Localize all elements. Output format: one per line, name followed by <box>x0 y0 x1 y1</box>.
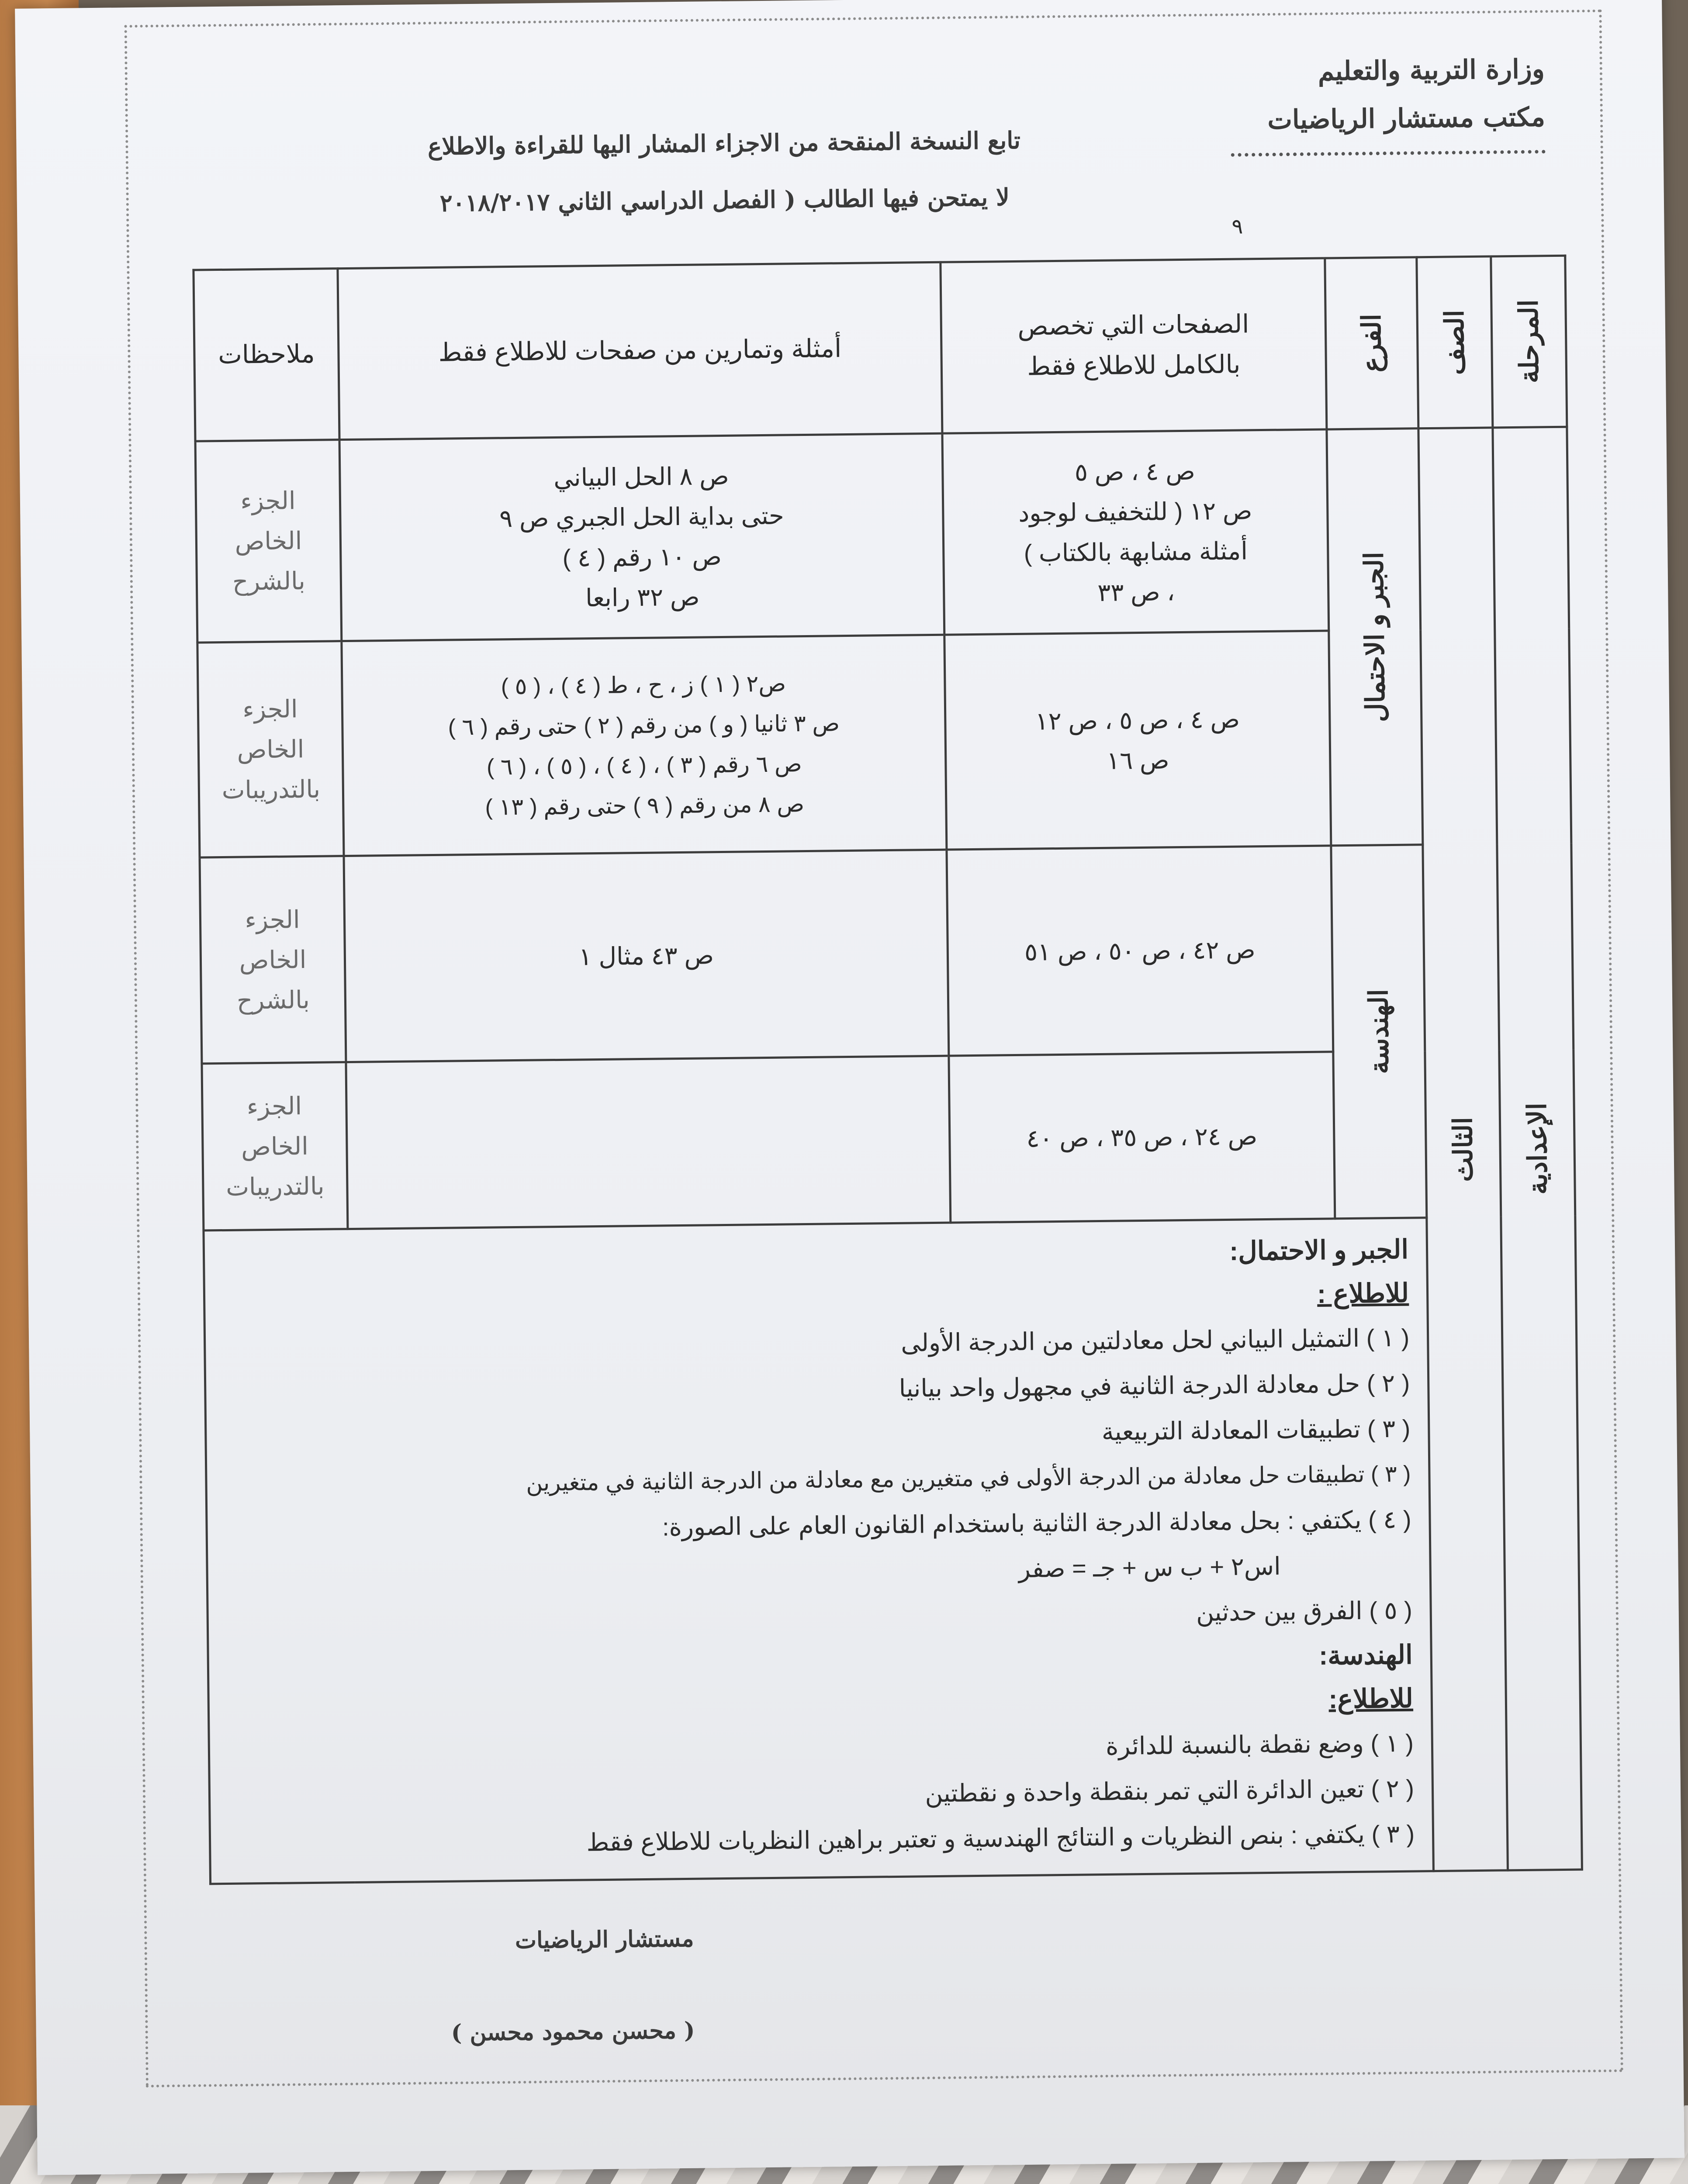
header-examples: أمثلة وتمارين من صفحات للاطلاع فقط <box>338 262 942 439</box>
document-title <box>353 111 1097 232</box>
stage-cell: الإعدادية <box>1493 427 1582 1870</box>
examples-cell-empty <box>346 1056 951 1229</box>
document-page <box>15 0 1685 2175</box>
for-reading-label: للاطلاع: <box>1328 1683 1414 1714</box>
branch-geometry-cell: الهندسة <box>1331 845 1427 1219</box>
full-pages-cell: ص ٤ ، ص ٥ ص ١٢ ( للتخفيف لوجود أمثلة مشابهة بالكتاب ) ، ص ٣٣ <box>942 429 1329 635</box>
note-cell: الجزء الخاص بالشرح <box>195 439 342 643</box>
full-pages-cell: ص ٢٤ ، ص ٣٥ ، ص ٤٠ <box>949 1052 1335 1223</box>
header-branch: الفرع <box>1325 257 1418 429</box>
list-item: ( ١ ) وضع نقطة بالنسبة للدائرة <box>1105 1729 1414 1760</box>
geometry-title: الهندسة: <box>1318 1640 1413 1670</box>
branch-algebra-cell: الجبر و الاحتمال <box>1327 428 1423 846</box>
curriculum-table <box>192 255 1583 1885</box>
full-pages-cell: ص ٤٢ ، ص ٥٠ ، ص ٥١ <box>947 846 1333 1056</box>
office-name: مكتب مستشار الرياضيات <box>1267 102 1546 135</box>
note-cell: الجزء الخاص بالشرح <box>200 856 346 1064</box>
advisor-name: ( محسن محمود محسن ) <box>451 2017 695 2046</box>
list-item: ( ٤ ) يكتفي : بحل معادلة الدرجة الثانية باستخدام القانون العام على الصورة: <box>662 1505 1411 1541</box>
header-grade: الصف <box>1417 256 1493 428</box>
list-item: ( ١ ) التمثيل البياني لحل معادلتين من الدرجة الأولى <box>900 1324 1410 1357</box>
note-cell: الجزء الخاص بالتدريبات <box>197 641 344 857</box>
examples-cell: ص ٨ الحل البياني حتى بداية الحل الجبري ص ٩ ص ١٠ رقم ( ٤ ) ص ٣٢ رابعا <box>339 433 944 641</box>
page-number: ٩ <box>1231 214 1243 239</box>
advisor-title: مستشار الرياضيات <box>515 1925 694 1954</box>
for-reading-label: للاطلاع : <box>1317 1278 1409 1309</box>
list-item: ( ٣ ) تطبيقات المعادلة التربيعية <box>1101 1414 1411 1445</box>
header-stage: المرحلة <box>1491 256 1567 427</box>
full-pages-cell: ص ٤ ، ص ٥ ، ص ١٢ ص ١٦ <box>944 631 1331 850</box>
ministry-name: وزارة التربية والتعليم <box>1318 54 1545 87</box>
table-row <box>200 843 1574 1064</box>
list-item: ( ٢ ) حل معادلة الدرجة الثانية في مجهول واحد بيانيا <box>899 1369 1410 1402</box>
list-item: ( ٢ ) تعين الدائرة التي تمر بنقطة واحدة و نقطتين <box>925 1774 1415 1807</box>
signature-block <box>450 1893 695 2079</box>
header-full-pages: الصفحات التي تخصص بالكامل للاطلاع فقط <box>941 258 1327 433</box>
header-row <box>194 256 1567 441</box>
title-line-1: تابع النسخة المنقحة من الاجزاء المشار اليها للقراءة والاطلاع <box>427 126 1021 160</box>
list-item: ( ٥ ) الفرق بين حدثين <box>1196 1596 1413 1626</box>
formula: اس٢ + ب س + جـ = صفر <box>1018 1552 1281 1583</box>
title-line-2: لا يمتحن فيها الطالب ( الفصل الدراسي الثاني ٢٠١٨/٢٠١٧ <box>439 183 1010 217</box>
list-item: ( ٣ ) تطبيقات حل معادلة من الدرجة الأولى في متغيرين مع معادلة من الدرجة الثانية في متغيرين <box>526 1461 1411 1496</box>
note-cell: الجزء الخاص بالتدريبات <box>202 1062 348 1230</box>
grade-cell: الثالث <box>1418 428 1508 1871</box>
list-item: ( ٣ ) يكتفي : بنص النظريات و النتائج الهندسية و تعتبر براهين النظريات للاطلاع فقط <box>586 1820 1415 1856</box>
table-row <box>195 427 1569 643</box>
examples-cell: ص٢ ( ١ ) ز ، ح ، ط ( ٤ ) ، ( ٥ ) ص ٣ ثانيا ( و ) من رقم ( ٢ ) حتى رقم ( ٦ ) ص ٦ رقم ( ٣ ) ، ( ٤ ) ، ( ٥ ) ، ( ٦ ) ص ٨ من رقم ( ٩ ) حتى رقم ( ١٣ ) <box>342 635 947 856</box>
notes-row <box>204 1216 1582 1884</box>
examples-cell: ص ٤٣ مثال ١ <box>344 850 949 1062</box>
ministry-header <box>1230 45 1546 157</box>
algebra-title: الجبر و الاحتمال: <box>1229 1234 1409 1266</box>
header-notes: ملاحظات <box>194 269 339 441</box>
notes-section <box>204 1218 1434 1884</box>
